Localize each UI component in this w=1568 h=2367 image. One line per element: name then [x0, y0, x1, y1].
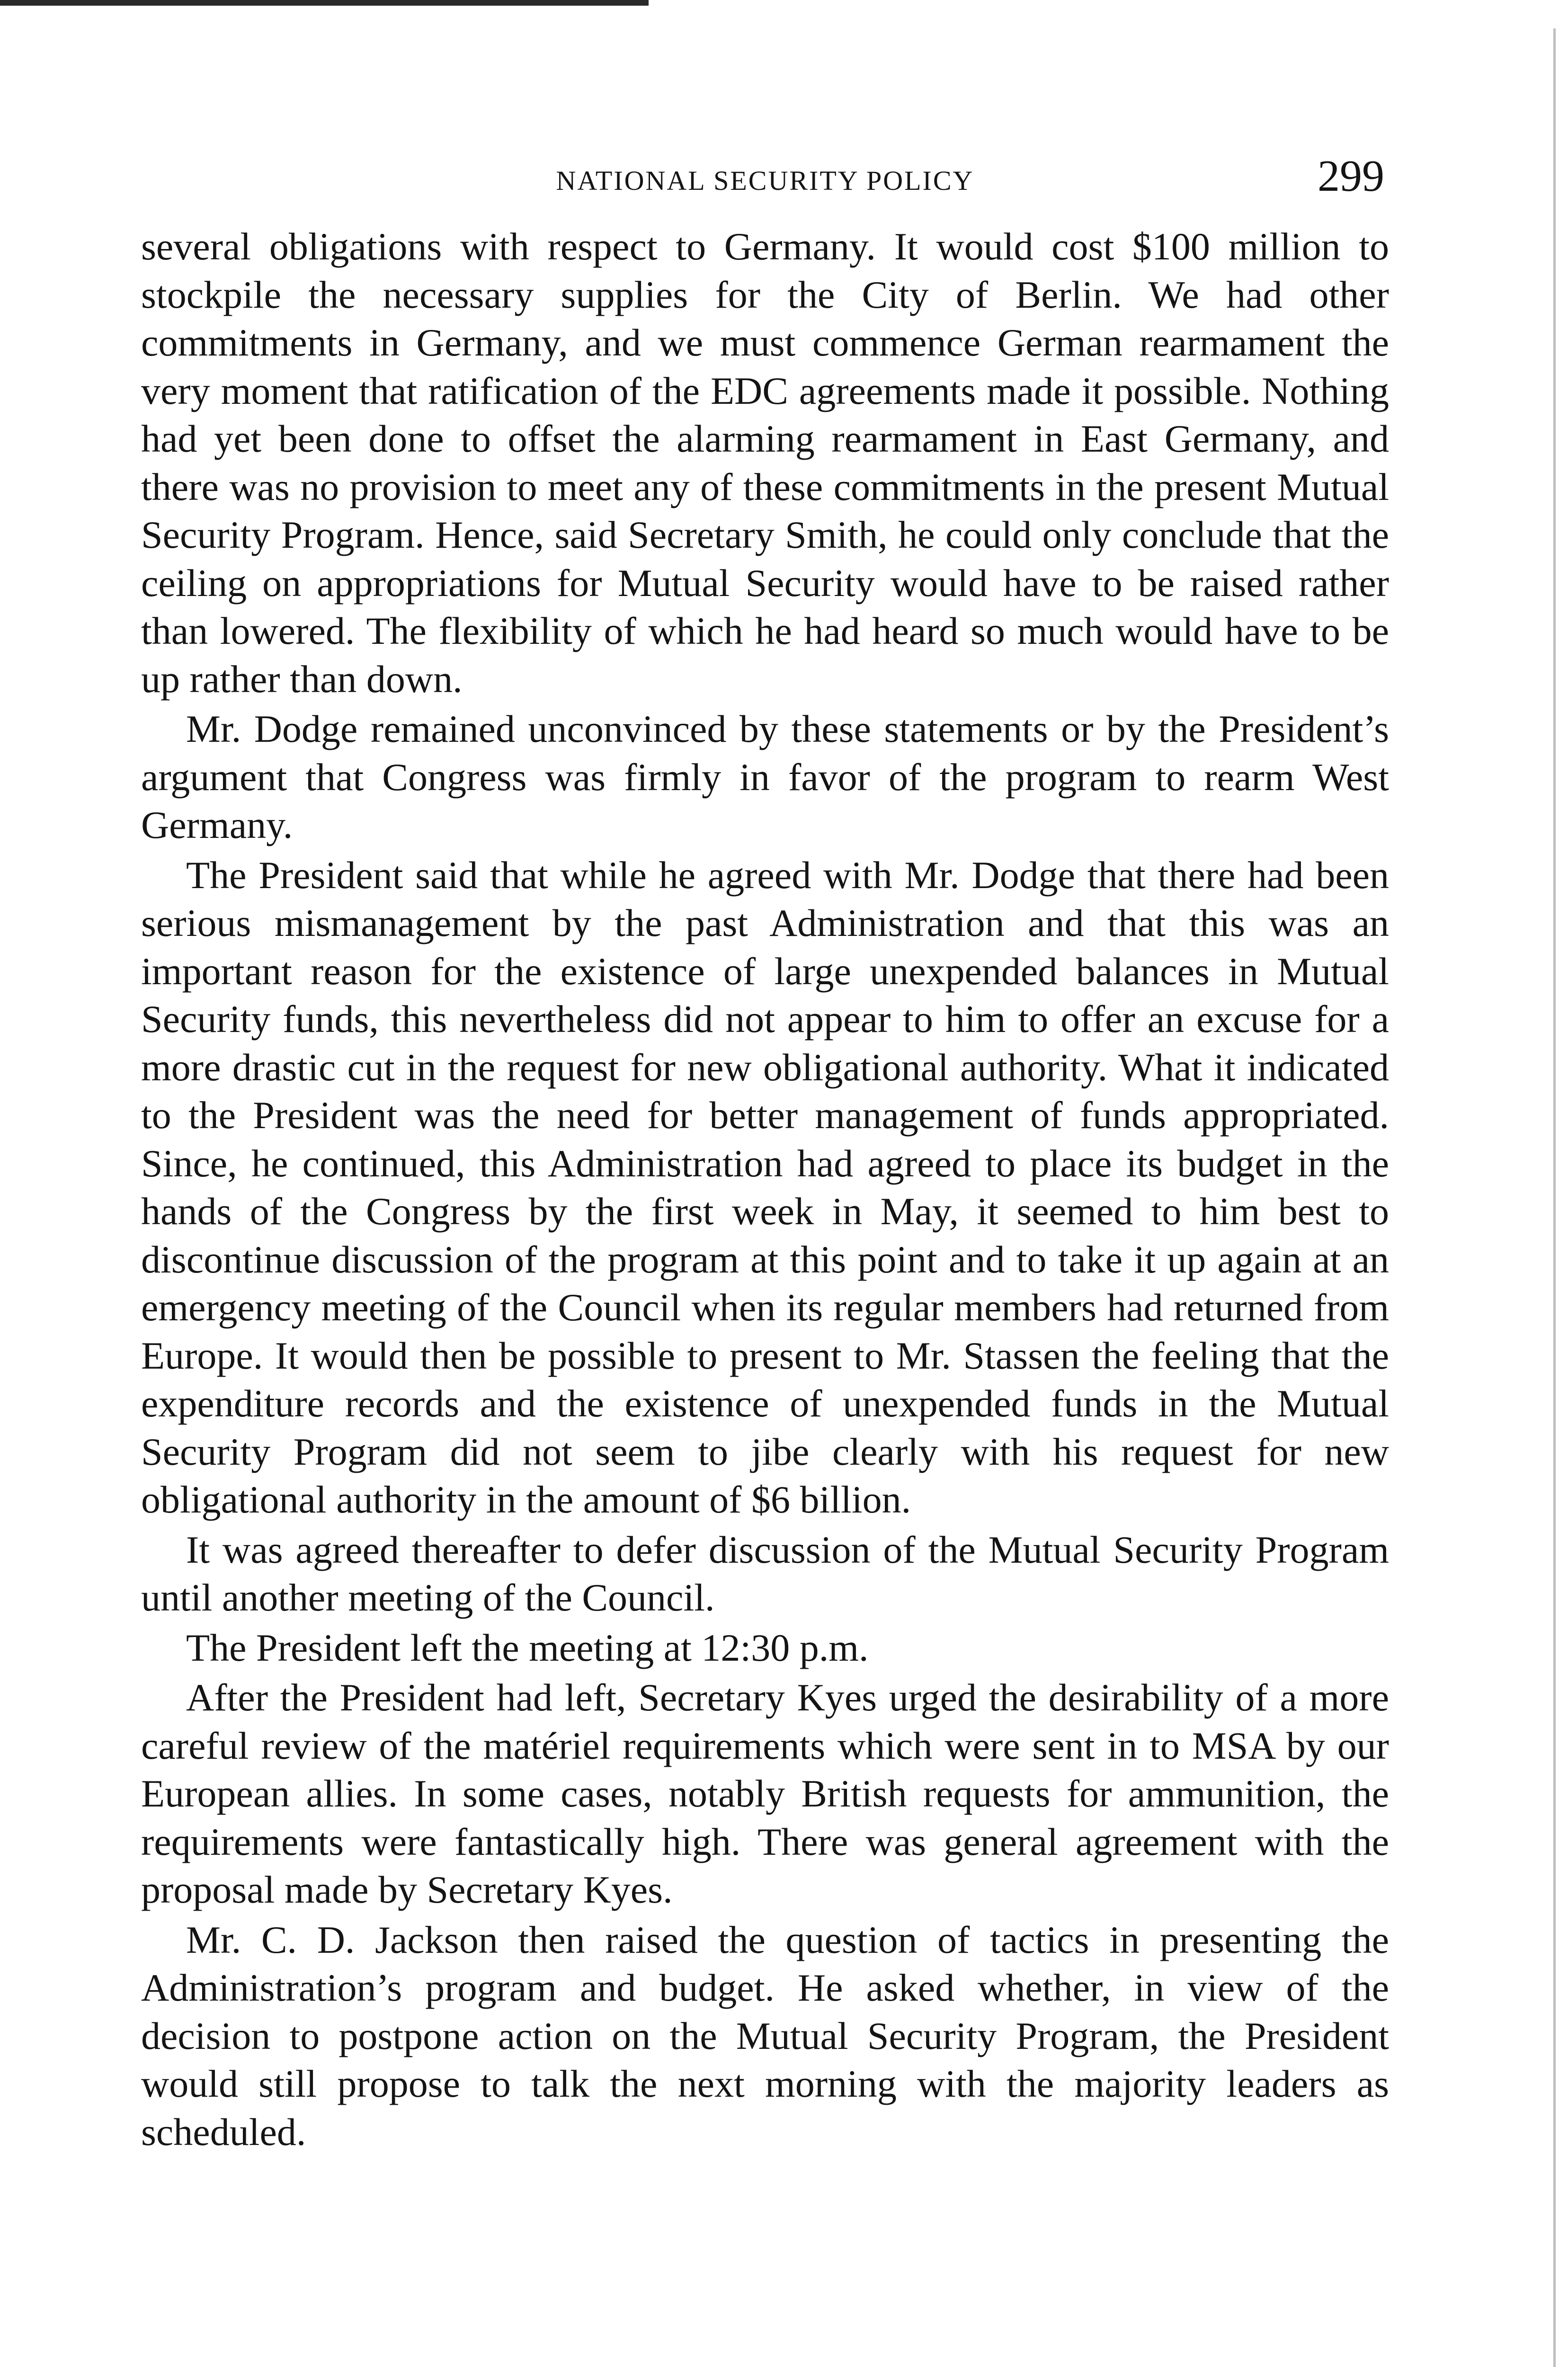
- paragraph-jackson-tactics: Mr. C. D. Jackson then raised the question of tactics in presenting the Administration’s program and budget. He asked whether, in view of the decision to postpone action on the Mutual Security Program, the President would still propose to talk the next morning with the majority leaders as scheduled.: [141, 1918, 1389, 2153]
- page-header: [141, 151, 1389, 207]
- page-number: 299: [1318, 151, 1384, 201]
- top-border-rule: [0, 0, 649, 6]
- paragraph-dodge-unconvinced: Mr. Dodge remained unconvinced by these statements or by the President’s argument that Congress was firmly in favor of the program to rearm West Germany.: [141, 707, 1389, 846]
- paragraph-continuation: several obligations with respect to Germany. It would cost $100 million to stockpile the necessary supplies for the City of Berlin. We had other commitments in Germany, and we must commence German rearmament the very moment that ratification of the EDC agreements made it possible. Nothing had yet been done to offset the alarming rearmament in East Germany, and there was no provision to meet any of these commitments in the present Mutual Security Program. Hence, said Secretary Smith, he could only conclude that the ceiling on appropriations for Mutual Security would have to be raised rather than lowered. The flexibility of which he had heard so much would have to be up rather than down.: [141, 225, 1389, 701]
- body-text: [141, 222, 1389, 2158]
- paragraph-president-response: The President said that while he agreed with Mr. Dodge that there had been serious mismanagement by the past Administration and that this was an important reason for the existence of large unexpended balances in Mutual Security funds, this nevertheless did not appear to him to offer an excuse for a more drastic cut in the request for new obligational authority. What it indicated to the President was the need for better management of funds appropriated. Since, he continued, this Administration had agreed to place its budget in the hands of the Congress by the first week in May, it seemed to him best to discontinue discussion of the program at this point and to take it up again at an emergency meeting of the Council when its regular members had returned from Europe. It would then be possible to present to Mr. Stassen the feeling that the expenditure records and the existence of unexpended funds in the Mutual Security Program did not seem to jibe clearly with his request for new obligational authority in the amount of $6 billion.: [141, 853, 1389, 1521]
- page-edge-shadow: [1553, 28, 1556, 2367]
- paragraph-kyes-review: After the President had left, Secretary Kyes urged the desirability of a more careful review of the matériel requirements which were sent in to MSA by our European allies. In some cases, notably British requests for ammunition, the requirements were fantastically high. There was general agreement with the proposal made by Secretary Kyes.: [141, 1676, 1389, 1911]
- running-head: NATIONAL SECURITY POLICY: [556, 165, 974, 196]
- paragraph-agreed-defer: It was agreed thereafter to defer discussion of the Mutual Security Program until another meeting of the Council.: [141, 1528, 1389, 1619]
- paragraph-president-left: The President left the meeting at 12:30 p.m.: [186, 1626, 869, 1669]
